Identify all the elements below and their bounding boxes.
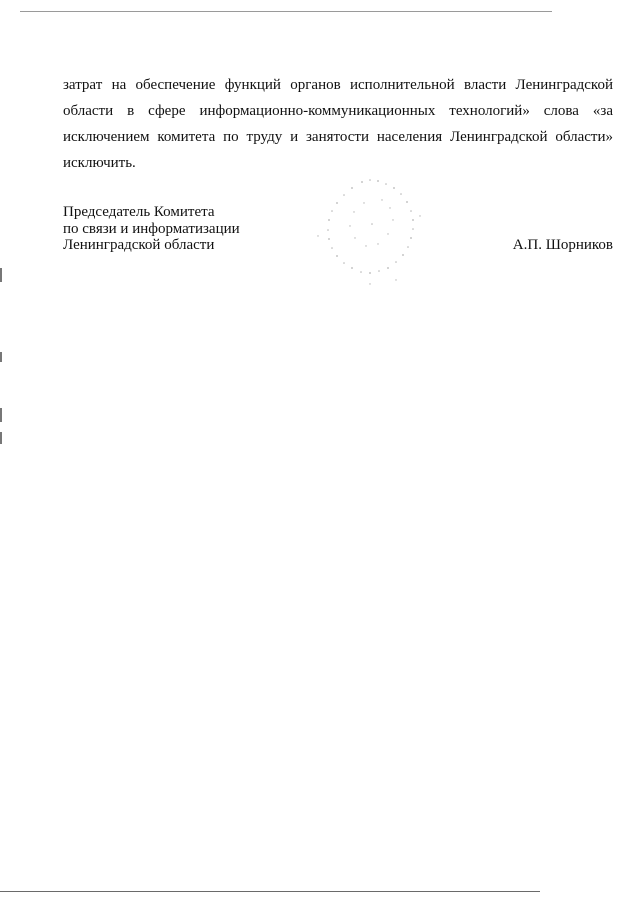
body-paragraph: затрат на обеспечение функций органов исполнительной власти Ленинградской области в сфере информационно-коммуникационных технологий» слова «за исключением комитета по труду и занятости населения Ленинградской области» исключить.	[63, 77, 613, 171]
document-body	[63, 72, 613, 176]
scan-margin-marks	[0, 260, 3, 450]
signer-position-line-2: по связи и информатизации	[63, 220, 240, 237]
scan-edge-top	[20, 11, 552, 12]
signer-position-line-3: Ленинградской области	[63, 237, 215, 253]
signer-position	[63, 204, 240, 254]
signer-position-line-1: Председатель Комитета	[63, 204, 215, 220]
scan-edge-bottom	[0, 891, 540, 892]
signature-block	[63, 204, 613, 264]
signer-name: А.П. Шорников	[512, 237, 613, 253]
